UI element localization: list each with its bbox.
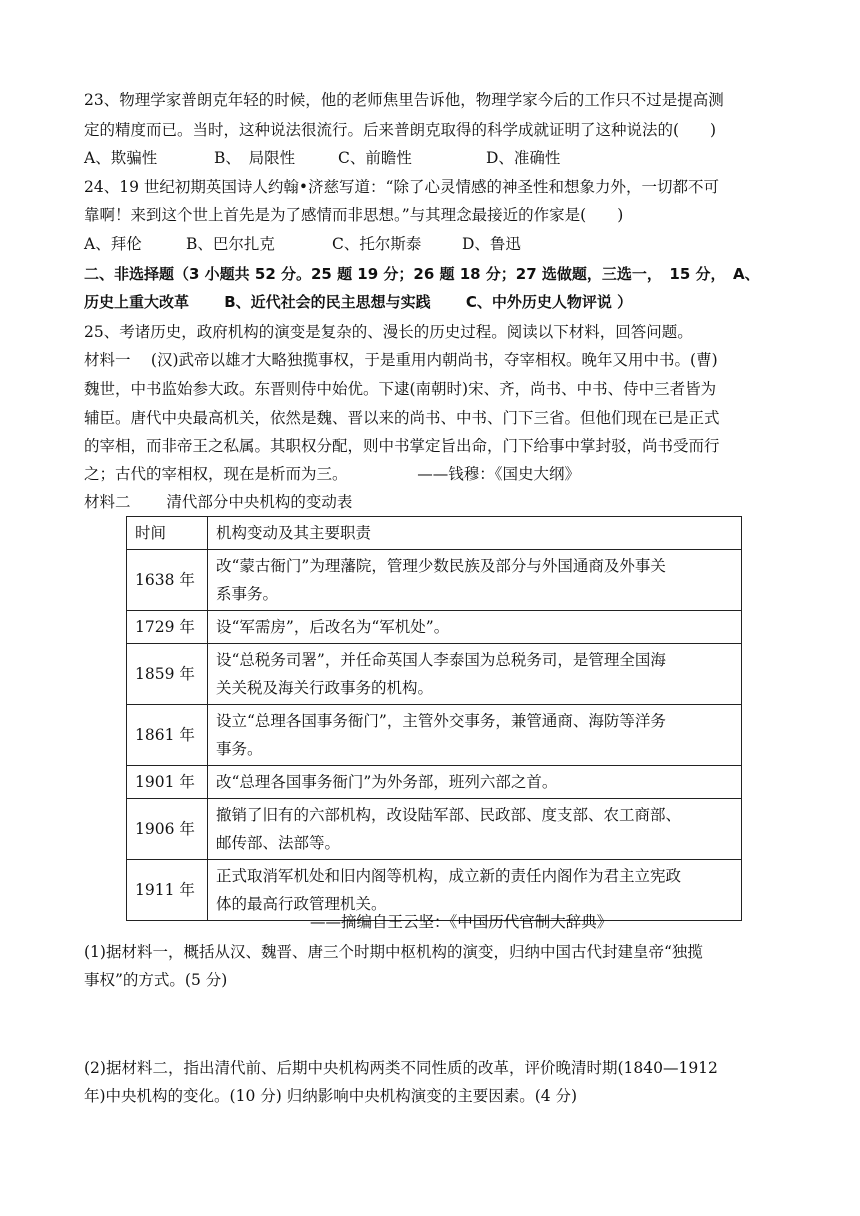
qing-central-institutions-table: [126, 516, 742, 921]
sub-question-1-line1: (1)据材料一，概括从汉、魏晋、唐三个时期中枢机构的演变，归纳中国古代封建皇帝“独揽: [84, 943, 703, 961]
table-cell-year: 1861 年: [127, 705, 208, 766]
q23-option-a: A、欺骗性: [84, 149, 158, 167]
desc-line: 设立“总理各国事务衙门”，主管外交事务，兼管通商、海防等洋务: [216, 712, 666, 730]
q23-option-d: D、准确性: [486, 149, 561, 167]
desc-line: 系事务。: [216, 585, 279, 603]
table-cell-year: 1911 年: [127, 860, 208, 921]
q24-option-a: A、拜伦: [84, 235, 142, 253]
table-row: [127, 766, 742, 799]
q23-option-b: B、 局限性: [214, 149, 296, 167]
material1-line: 材料一 (汉)武帝以雄才大略独揽事权，于是重用内朝尚书，夺宰相权。晚年又用中书。(曹): [84, 351, 718, 369]
table-cell-year: 1901 年: [127, 766, 208, 799]
material1-line: 之；古代的宰相权，现在是析而为三。 ——钱穆：《国史大纲》: [84, 465, 581, 483]
table-cell-year: 1906 年: [127, 799, 208, 860]
material1-line: 魏世，中书监始参大政。东晋则侍中始优。下逮(南朝时)宋、齐，尚书、中书、侍中三者皆为: [84, 380, 717, 398]
desc-line: 设“军需房”，后改名为“军机处”。: [216, 618, 450, 636]
sub-question-2-line2: 年)中央机构的变化。(10 分) 归纳影响中央机构演变的主要因素。(4 分): [84, 1087, 578, 1105]
table-row: [127, 799, 742, 860]
material1-line: 辅臣。唐代中央最高机关，依然是魏、晋以来的尚书、中书、门下三省。但他们现在已是正式: [84, 409, 720, 427]
desc-line: 撤销了旧有的六部机构，改设陆军部、民政部、度支部、农工商部、: [216, 806, 682, 824]
sub-question-1-line2: 事权”的方式。(5 分): [84, 971, 228, 989]
table-cell-desc: [208, 611, 742, 644]
q24-options: [84, 232, 521, 256]
q23-options: [84, 146, 560, 170]
table-row: [127, 550, 742, 611]
desc-line: 体的最高行政管理机关。: [216, 895, 387, 913]
desc-line: 改“总理各国事务衙门”为外务部，班列六部之首。: [216, 773, 558, 791]
table-cell-desc: [208, 644, 742, 705]
table-cell-year: 1729 年: [127, 611, 208, 644]
section2-heading-line1: 二、非选择题（3 小题共 52 分。25 题 19 分；26 题 18 分；27 选做题，三选一， 15 分， A、: [84, 265, 760, 283]
table-header-row: [127, 517, 742, 550]
desc-line: 邮传部、法部等。: [216, 834, 341, 852]
section2-heading-line2: 历史上重大改革 B、近代社会的民主思想与实践 C、中外历史人物评说 ）: [84, 293, 633, 311]
table-cell-desc: [208, 766, 742, 799]
q23-option-c: C、前瞻性: [338, 149, 412, 167]
table-header-time: 时间: [127, 517, 208, 550]
desc-line: 改“蒙古衙门”为理藩院，管理少数民族及部分与外国通商及外事关: [216, 557, 666, 575]
q23-text-line2: 定的精度而已。当时，这种说法很流行。后来普朗克取得的科学成就证明了这种说法的( ): [84, 121, 717, 139]
table-header-changes: 机构变动及其主要职责: [208, 517, 742, 550]
table-cell-desc: [208, 799, 742, 860]
table-cell-year: 1859 年: [127, 644, 208, 705]
q25-intro: 25、考诸历史，政府机构的演变是复杂的、漫长的历史过程。阅读以下材料，回答问题。: [84, 323, 693, 341]
table-cell-year: 1638 年: [127, 550, 208, 611]
q24-option-c: C、托尔斯泰: [332, 235, 422, 253]
q24-option-b: B、巴尔扎克: [186, 235, 275, 253]
q23-text-line1: 23、物理学家普朗克年轻的时候，他的老师焦里告诉他，物理学家今后的工作只不过是提高测: [84, 91, 724, 109]
table-cell-desc: [208, 550, 742, 611]
material2-title: 材料二 清代部分中央机构的变动表: [84, 493, 353, 511]
desc-line: 事务。: [216, 740, 263, 758]
sub-question-2-line1: (2)据材料二，指出清代前、后期中央机构两类不同性质的改革，评价晚清时期(1840—1912: [84, 1059, 718, 1077]
q24-text-line1: 24、19 世纪初期英国诗人约翰•济慈写道：“除了心灵情感的神圣性和想象力外，一切都不可: [84, 178, 719, 196]
q24-text-line2: 靠啊！来到这个世上首先是为了感情而非思想。”与其理念最接近的作家是( ): [84, 206, 624, 224]
desc-line: 关关税及海关行政事务的机构。: [216, 679, 434, 697]
desc-line: 正式取消军机处和旧内阁等机构，成立新的责任内阁作为君主立宪政: [216, 867, 682, 885]
table-source: ——摘编自王云坚：《中国历代官制大辞典》: [310, 913, 613, 931]
table-row: [127, 644, 742, 705]
table-cell-desc: [208, 705, 742, 766]
q24-option-d: D、鲁迅: [462, 235, 521, 253]
table-row: [127, 611, 742, 644]
desc-line: 设“总税务司署”，并任命英国人李泰国为总税务司，是管理全国海: [216, 651, 666, 669]
material1-line: 的宰相，而非帝王之私属。其职权分配，则中书掌定旨出命，门下给事中掌封驳，尚书受而行: [84, 437, 720, 455]
table-row: [127, 705, 742, 766]
